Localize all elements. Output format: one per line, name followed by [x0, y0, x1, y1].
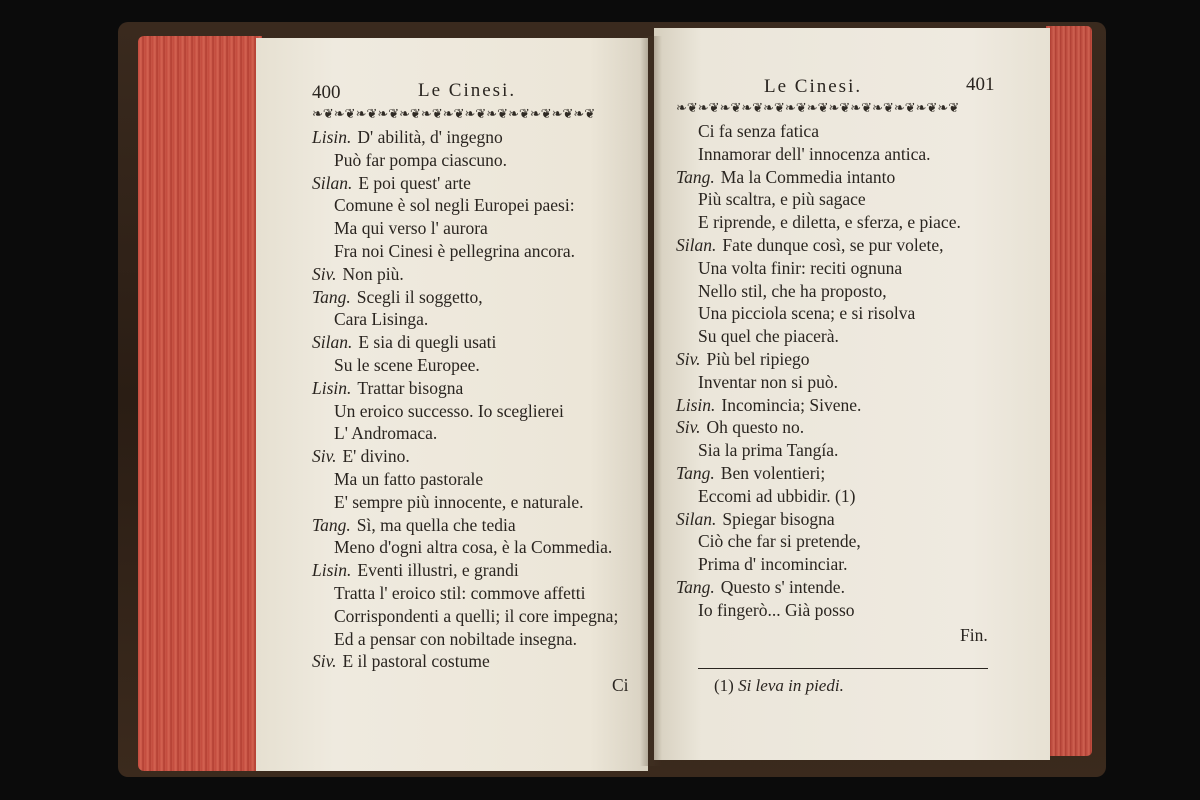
verse-line	[312, 308, 428, 330]
speaker-name: Siv.	[676, 417, 701, 438]
verse-line	[312, 263, 404, 285]
right-catchword: Fin.	[960, 625, 988, 645]
verse-line	[312, 149, 507, 171]
verse-line	[676, 508, 835, 530]
verse-text: E il pastoral costume	[342, 651, 490, 672]
speaker-name: Siv.	[312, 651, 337, 672]
verse-line	[676, 371, 838, 393]
verse-text: Io fingerò... Già posso	[698, 599, 855, 620]
verse-text: Una picciola scena; e si risolva	[698, 303, 916, 324]
right-head-ornament: ❧❦❧❦❧❦❧❦❧❦❧❦❧❦❧❦❧❦❧❦❧❦❧❦❧❦	[676, 100, 960, 115]
speaker-name: Tang.	[676, 463, 715, 483]
verse-line	[676, 416, 804, 438]
verse-line	[312, 217, 488, 239]
verse-text: Tratta l' eroico stil: commove affetti	[334, 583, 586, 603]
verse-line	[676, 280, 887, 302]
verse-text: Innamorar dell' innocenza antica.	[698, 143, 931, 164]
speaker-name: Siv.	[312, 446, 337, 467]
verse-line	[312, 605, 618, 627]
speaker-name: Tang.	[676, 166, 715, 187]
verse-line	[312, 536, 612, 558]
verse-line	[312, 559, 519, 581]
book-gutter	[640, 36, 662, 766]
verse-text: Spiegar bisogna	[722, 508, 835, 529]
verse-line	[676, 188, 866, 210]
verse-text: E sia di quegli usati	[358, 332, 497, 353]
left-head-ornament: ❧❦❧❦❧❦❧❦❧❦❧❦❧❦❧❦❧❦❧❦❧❦❧❦❧❦	[312, 106, 596, 121]
verse-text: Può far pompa ciascuno.	[334, 149, 508, 170]
verse-line	[312, 240, 575, 262]
verse-line	[312, 400, 564, 422]
verse-text: Ben volentieri;	[720, 463, 826, 483]
verse-text: Oh questo no.	[706, 417, 805, 438]
speaker-name: Silan.	[676, 508, 717, 529]
verse-text: E' sempre più innocente, e naturale.	[334, 491, 584, 512]
speaker-name: Lisin.	[676, 394, 716, 415]
left-running-head: Le Cinesi.	[418, 80, 517, 101]
verse-text: Scegli il soggetto,	[356, 286, 483, 307]
verse-text: E' divino.	[342, 446, 410, 467]
verse-line	[676, 599, 855, 621]
left-catchword: Ci	[612, 675, 629, 695]
verse-line	[312, 194, 575, 216]
speaker-name: Silan.	[676, 235, 717, 255]
verse-line	[676, 348, 810, 370]
speaker-name: Tang.	[676, 577, 715, 597]
speaker-name: Siv.	[676, 349, 701, 369]
verse-text: Una volta finir: reciti ognuna	[698, 257, 903, 278]
speaker-name: Lisin.	[312, 127, 352, 147]
speaker-name: Silan.	[312, 172, 353, 193]
speaker-name: Tang.	[312, 286, 351, 307]
verse-line	[312, 126, 503, 148]
verse-text: E riprende, e diletta, e sferza, e piace.	[698, 212, 961, 233]
verse-line	[312, 331, 496, 353]
verse-text: Incomincia; Sivene.	[721, 394, 862, 415]
verse-text: Ma qui verso l' aurora	[334, 218, 488, 239]
verse-line	[312, 445, 410, 467]
verse-line	[312, 514, 516, 536]
speaker-name: Lisin.	[312, 377, 352, 398]
verse-text: Un eroico successo. Io sceglierei	[334, 400, 564, 421]
verse-text: Trattar bisogna	[357, 377, 464, 398]
verse-line	[676, 211, 961, 233]
verse-text: Su le scene Europee.	[334, 355, 480, 375]
page-edges-right	[1046, 26, 1092, 756]
verse-text: Eccomi ad ubbidir. (1)	[698, 485, 856, 506]
verse-text: Ma un fatto pastorale	[334, 469, 484, 489]
verse-text: Sia la prima Tangía.	[698, 440, 839, 461]
verse-line	[676, 143, 930, 165]
verse-text: Corrispondenti a quelli; il core impegna;	[334, 605, 619, 626]
right-running-head: Le Cinesi.	[764, 76, 863, 97]
verse-text: Non più.	[342, 263, 404, 284]
verse-text: Ed a pensar con nobiltade insegna.	[334, 628, 577, 649]
verse-line	[312, 468, 483, 490]
page-edges-left	[138, 36, 262, 771]
footnote-mark: (1)	[714, 676, 734, 695]
verse-line	[676, 553, 847, 575]
verse-text: D' abilità, d' ingegno	[357, 127, 503, 147]
verse-text: Eventi illustri, e grandi	[357, 560, 519, 581]
verse-text: Nello stil, che ha proposto,	[698, 280, 887, 301]
verse-line	[676, 530, 861, 552]
verse-line	[312, 650, 490, 672]
verse-line	[676, 325, 839, 347]
verse-text: Più bel ripiego	[706, 349, 810, 369]
verse-line	[676, 302, 915, 324]
verse-text: Ciò che far si pretende,	[698, 531, 861, 552]
right-page	[654, 28, 1050, 760]
verse-text: E poi quest' arte	[358, 172, 471, 193]
verse-text: Prima d' incominciar.	[698, 554, 848, 575]
verse-text: Cara Lisinga.	[334, 309, 429, 330]
verse-line	[312, 286, 483, 308]
left-page-number: 400	[312, 82, 341, 103]
verse-text: Sì, ma quella che tedia	[356, 514, 516, 535]
verse-line	[676, 394, 861, 416]
speaker-name: Tang.	[312, 514, 351, 535]
verse-line	[312, 491, 584, 513]
speaker-name: Siv.	[312, 263, 337, 284]
left-page	[256, 38, 648, 771]
verse-line	[312, 582, 586, 604]
speaker-name: Silan.	[312, 332, 353, 353]
verse-line	[312, 172, 471, 194]
verse-text: Meno d'ogni altra cosa, è la Commedia.	[334, 537, 613, 558]
verse-line	[676, 485, 855, 507]
verse-line	[312, 422, 437, 444]
verse-text: Fra noi Cinesi è pellegrina ancora.	[334, 241, 576, 261]
right-page-number: 401	[966, 74, 995, 95]
verse-line	[312, 354, 480, 376]
verse-line	[676, 257, 902, 279]
verse-text: Inventar non si può.	[698, 371, 838, 392]
footnote	[714, 676, 844, 696]
verse-line	[676, 120, 819, 142]
footnote-rule	[698, 668, 988, 669]
verse-text: Ma la Commedia intanto	[720, 166, 896, 187]
footnote-text: Si leva in piedi.	[738, 676, 844, 695]
verse-text: Comune è sol negli Europei paesi:	[334, 195, 575, 216]
verse-line	[312, 377, 463, 399]
verse-line	[312, 628, 577, 650]
verse-text: Ci fa senza fatica	[698, 121, 819, 141]
verse-line	[676, 234, 944, 256]
verse-line	[676, 439, 838, 461]
verse-text: Su quel che piacerà.	[698, 326, 839, 347]
verse-text: Fate dunque così, se pur volete,	[722, 235, 944, 255]
verse-text: Questo s' intende.	[720, 577, 845, 597]
verse-line	[676, 462, 825, 484]
verse-line	[676, 576, 845, 598]
verse-text: L' Andromaca.	[334, 423, 438, 444]
speaker-name: Lisin.	[312, 560, 352, 581]
verse-text: Più scaltra, e più sagace	[698, 189, 866, 210]
verse-line	[676, 166, 895, 188]
